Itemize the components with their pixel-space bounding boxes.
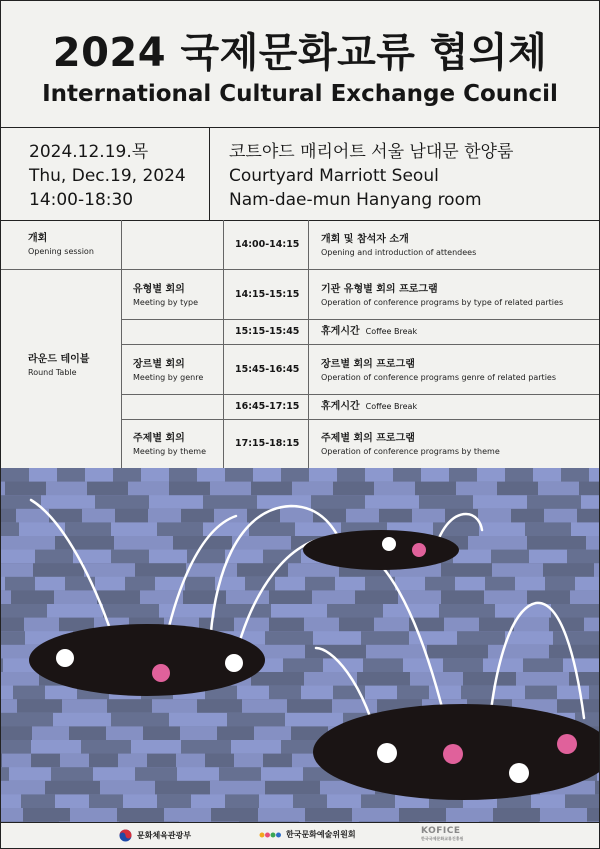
stripe-block bbox=[484, 590, 527, 604]
stripe-block bbox=[1, 767, 9, 781]
stripe-block bbox=[337, 468, 365, 482]
arts-council-logo bbox=[259, 829, 356, 840]
stripe-block bbox=[111, 713, 169, 727]
stripe-block bbox=[70, 808, 117, 822]
stripe-block bbox=[1, 522, 19, 536]
column-divider bbox=[308, 220, 309, 468]
white-ball bbox=[509, 763, 529, 783]
stripe-block bbox=[1, 631, 25, 645]
round-table-label-ko: 라운드 테이블 bbox=[28, 354, 90, 365]
stripe-block bbox=[553, 631, 599, 645]
stripe-block bbox=[311, 495, 365, 509]
meeting-by-genre-label bbox=[133, 358, 203, 384]
stripe-block bbox=[164, 808, 211, 822]
stripe-block bbox=[293, 794, 327, 808]
stripe-block bbox=[148, 509, 181, 523]
stripe-block bbox=[21, 794, 55, 808]
stripe-block bbox=[346, 509, 379, 523]
stripe-block bbox=[443, 658, 483, 672]
column-divider bbox=[223, 220, 224, 468]
stripe-block bbox=[152, 699, 197, 713]
stripe-block bbox=[505, 468, 533, 482]
stripe-block bbox=[304, 618, 339, 632]
stripe-block bbox=[456, 482, 497, 496]
white-ball bbox=[377, 743, 397, 763]
venue-english-line1: Courtyard Marriott Seoul bbox=[229, 166, 439, 186]
stripe-block bbox=[565, 794, 599, 808]
stripe-block bbox=[5, 577, 35, 591]
stripe-block bbox=[444, 618, 479, 632]
pink-ball bbox=[443, 744, 463, 764]
meeting-by-theme-ko: 주제별 회의 bbox=[133, 433, 185, 444]
stripe-block bbox=[332, 699, 377, 713]
row-divider bbox=[121, 319, 599, 320]
stripe-block bbox=[185, 577, 215, 591]
row-title-en: Operation of conference programs genre of related parties bbox=[321, 373, 556, 382]
row-title-ko: 기관 유형별 회의 프로그램 bbox=[321, 284, 438, 295]
stripe-block bbox=[1, 699, 17, 713]
event-venue bbox=[229, 140, 513, 212]
stripe-block bbox=[363, 658, 403, 672]
date-korean: 2024.12.19.목 bbox=[29, 142, 149, 162]
stripe-block bbox=[305, 577, 335, 591]
stripe-block bbox=[1, 536, 55, 550]
stripe-block bbox=[361, 631, 409, 645]
stripe-block bbox=[234, 618, 269, 632]
stripe-block bbox=[545, 577, 575, 591]
event-info bbox=[1, 128, 599, 221]
taegeuk-emblem-icon bbox=[119, 829, 132, 842]
row-title bbox=[321, 432, 500, 458]
stripe-block bbox=[186, 563, 237, 577]
stripe-block bbox=[366, 645, 427, 659]
venue-korean: 코트야드 매리어트 서울 남대문 한양룸 bbox=[229, 142, 514, 162]
stripe-block bbox=[461, 686, 493, 700]
stripe-block bbox=[13, 686, 45, 700]
stripe-block bbox=[589, 686, 599, 700]
stripe-block bbox=[35, 550, 73, 564]
schedule-table bbox=[1, 220, 599, 468]
row-divider bbox=[121, 419, 599, 420]
stripe-block bbox=[446, 808, 493, 822]
pink-ball bbox=[557, 734, 577, 754]
stripe-block bbox=[492, 563, 543, 577]
stripe-block bbox=[561, 468, 589, 482]
meeting-by-theme-label bbox=[133, 432, 206, 458]
row-time: 14:15-15:15 bbox=[235, 289, 300, 300]
stripe-block bbox=[523, 658, 563, 672]
meeting-by-type-en: Meeting by type bbox=[133, 298, 199, 307]
stripe-block bbox=[1, 740, 31, 754]
stripe-block bbox=[412, 509, 445, 523]
stripe-block bbox=[491, 550, 529, 564]
meeting-by-type-label bbox=[133, 283, 198, 309]
row-divider bbox=[1, 269, 599, 270]
stripe-block bbox=[82, 509, 115, 523]
stripe-block bbox=[114, 536, 173, 550]
stripe-block bbox=[157, 522, 203, 536]
stripe-block bbox=[525, 686, 557, 700]
stripe-block bbox=[169, 468, 197, 482]
stripe-block bbox=[32, 726, 69, 740]
sponsor-footer bbox=[1, 822, 599, 849]
stripe-block bbox=[62, 699, 107, 713]
row-title-en: Opening and introduction of attendees bbox=[321, 248, 477, 257]
stripe-block bbox=[181, 740, 231, 754]
stripe-block bbox=[65, 522, 111, 536]
row-divider bbox=[121, 394, 599, 395]
stripe-block bbox=[283, 658, 323, 672]
stripe-block bbox=[219, 767, 261, 781]
stripe-block bbox=[586, 536, 599, 550]
stripe-block bbox=[397, 686, 429, 700]
stripe-block bbox=[280, 509, 313, 523]
title-korean: 2024 국제문화교류 협의체 bbox=[52, 30, 548, 76]
meeting-by-theme-en: Meeting by theme bbox=[133, 447, 206, 456]
row-time: 17:15-18:15 bbox=[235, 438, 300, 449]
date-english: Thu, Dec.19, 2024 bbox=[29, 166, 186, 186]
stripe-block bbox=[249, 522, 295, 536]
stripe-block bbox=[95, 495, 149, 509]
kofice-wordmark bbox=[421, 827, 464, 841]
stripe-block bbox=[570, 590, 599, 604]
title-english: International Cultural Exchange Council bbox=[42, 81, 558, 107]
stripe-block bbox=[215, 604, 271, 618]
row-title bbox=[321, 325, 417, 339]
stripe-block bbox=[425, 577, 455, 591]
stripe-block bbox=[258, 808, 305, 822]
stripe-block bbox=[1, 590, 11, 604]
opening-label bbox=[28, 232, 94, 258]
ministry-logo bbox=[119, 829, 191, 842]
stripe-block bbox=[180, 726, 217, 740]
title-block bbox=[1, 1, 599, 128]
stripe-block bbox=[551, 604, 599, 618]
stripe-block bbox=[81, 740, 131, 754]
row-title bbox=[321, 233, 476, 259]
round-table-label-en: Round Table bbox=[28, 368, 77, 377]
row-title-ko: 개회 및 참석자 소개 bbox=[321, 234, 409, 245]
stripe-block bbox=[210, 482, 251, 496]
stripe-block bbox=[584, 618, 599, 632]
stripe-block bbox=[89, 794, 123, 808]
stripe-block bbox=[46, 482, 87, 496]
row-title-en: Coffee Break bbox=[365, 402, 418, 411]
stripe-block bbox=[57, 468, 85, 482]
row-title bbox=[321, 283, 563, 309]
row-time: 15:15-15:45 bbox=[235, 326, 300, 337]
white-ball bbox=[382, 537, 396, 551]
stripe-block bbox=[514, 618, 549, 632]
stripe-block bbox=[594, 563, 599, 577]
stripe-block bbox=[225, 468, 253, 482]
stripe-block bbox=[449, 468, 477, 482]
row-title-ko: 주제별 회의 프로그램 bbox=[321, 433, 415, 444]
stripe-block bbox=[281, 468, 309, 482]
stripe-block bbox=[1, 713, 53, 727]
stripe-block bbox=[1, 658, 3, 672]
stripe-block bbox=[234, 754, 263, 768]
stripe-block bbox=[100, 781, 155, 795]
row-title bbox=[321, 400, 417, 414]
stripe-block bbox=[214, 509, 247, 523]
stripe-block bbox=[419, 495, 473, 509]
stripe-block bbox=[203, 495, 257, 509]
stripe-block bbox=[111, 550, 149, 564]
stripe-block bbox=[225, 794, 259, 808]
column-divider bbox=[121, 220, 122, 468]
row-title-en: Operation of conference programs by theme bbox=[321, 447, 500, 456]
kofice-subtitle: 한국국제문화교류진흥원 bbox=[421, 836, 464, 841]
stripe-block bbox=[227, 713, 285, 727]
info-divider bbox=[209, 128, 210, 220]
stripe-block bbox=[84, 563, 135, 577]
row-time: 14:00-14:15 bbox=[235, 239, 300, 250]
fountain-illustration bbox=[1, 468, 599, 822]
stripe-block bbox=[292, 482, 333, 496]
stripe-block bbox=[374, 618, 409, 632]
kofice-logo bbox=[421, 827, 464, 841]
stripe-block bbox=[176, 754, 205, 768]
stripe-block bbox=[468, 536, 527, 550]
stripe-block bbox=[516, 672, 569, 686]
stripe-block bbox=[210, 781, 265, 795]
stripe-block bbox=[540, 808, 587, 822]
stripe-block bbox=[1, 563, 33, 577]
row-title-ko: 장르별 회의 프로그램 bbox=[321, 359, 415, 370]
row-title-en: Operation of conference programs by type of related parties bbox=[321, 298, 564, 307]
stripe-block bbox=[1, 808, 23, 822]
row-title-ko: 휴게시간 bbox=[321, 401, 360, 412]
stripe-block bbox=[269, 686, 301, 700]
row-time: 15:45-16:45 bbox=[235, 364, 300, 375]
stripe-block bbox=[135, 767, 177, 781]
stripe-block bbox=[352, 808, 399, 822]
meeting-by-genre-en: Meeting by genre bbox=[133, 373, 204, 382]
row-time: 16:45-17:15 bbox=[235, 401, 300, 412]
kofice-title: KOFICE bbox=[421, 826, 461, 836]
stripe-band bbox=[1, 604, 599, 618]
stripe-block bbox=[1, 482, 5, 496]
stripe-block bbox=[125, 577, 155, 591]
opening-label-ko: 개회 bbox=[28, 233, 48, 244]
stripe-block bbox=[525, 522, 571, 536]
stripe-block bbox=[457, 631, 505, 645]
stripe-block bbox=[232, 536, 291, 550]
stripe-block bbox=[118, 754, 147, 768]
row-divider bbox=[121, 344, 599, 345]
arts-council-name: 한국문화예술위원회 bbox=[286, 830, 356, 839]
white-ball bbox=[225, 654, 243, 672]
venue-english-line2: Nam-dae-mun Hanyang room bbox=[229, 190, 482, 210]
stripe-block bbox=[106, 726, 143, 740]
event-time: 14:00-18:30 bbox=[29, 190, 134, 210]
stripe-block bbox=[478, 509, 511, 523]
stripe-block bbox=[60, 754, 89, 768]
stripe-block bbox=[544, 509, 577, 523]
ministry-name: 문화체육관광부 bbox=[137, 831, 192, 840]
stripe-block bbox=[439, 604, 495, 618]
stripe-block bbox=[1, 604, 47, 618]
stripe-block bbox=[1, 672, 39, 686]
stripe-block bbox=[113, 468, 141, 482]
row-title-ko: 휴게시간 bbox=[321, 326, 360, 337]
stripe-block bbox=[157, 794, 191, 808]
white-ball bbox=[56, 649, 74, 667]
dots-logo-icon bbox=[259, 830, 281, 840]
stripe-block bbox=[538, 482, 579, 496]
stripe-block bbox=[254, 726, 291, 740]
stripe-block bbox=[1, 468, 29, 482]
row-title bbox=[321, 358, 556, 384]
stripe-block bbox=[226, 590, 269, 604]
stripe-block bbox=[327, 604, 383, 618]
meeting-by-genre-ko: 장르별 회의 bbox=[133, 359, 185, 370]
stripe-block bbox=[527, 495, 581, 509]
meeting-by-type-ko: 유형별 회의 bbox=[133, 284, 185, 295]
row-title-en: Coffee Break bbox=[365, 327, 418, 336]
stripe-block bbox=[1, 781, 45, 795]
stripe-block bbox=[51, 767, 93, 781]
stripe-block bbox=[265, 631, 313, 645]
pond bbox=[303, 530, 459, 570]
stripe-block bbox=[128, 482, 169, 496]
stripe-block bbox=[393, 468, 421, 482]
stripe-block bbox=[361, 794, 395, 808]
stripe-block bbox=[103, 604, 159, 618]
pink-ball bbox=[412, 543, 426, 557]
stripe-block bbox=[2, 754, 31, 768]
stripe-block bbox=[485, 577, 515, 591]
stripe-block bbox=[242, 699, 287, 713]
stripe-block bbox=[374, 482, 415, 496]
opening-label-en: Opening session bbox=[28, 247, 94, 256]
pink-ball bbox=[152, 664, 170, 682]
round-table-label bbox=[28, 353, 89, 379]
stripe-block bbox=[567, 550, 599, 564]
stripe-block bbox=[24, 618, 59, 632]
stripe-block bbox=[488, 645, 549, 659]
stripe-block bbox=[312, 590, 355, 604]
stripe-block bbox=[54, 590, 97, 604]
event-datetime bbox=[29, 140, 186, 212]
